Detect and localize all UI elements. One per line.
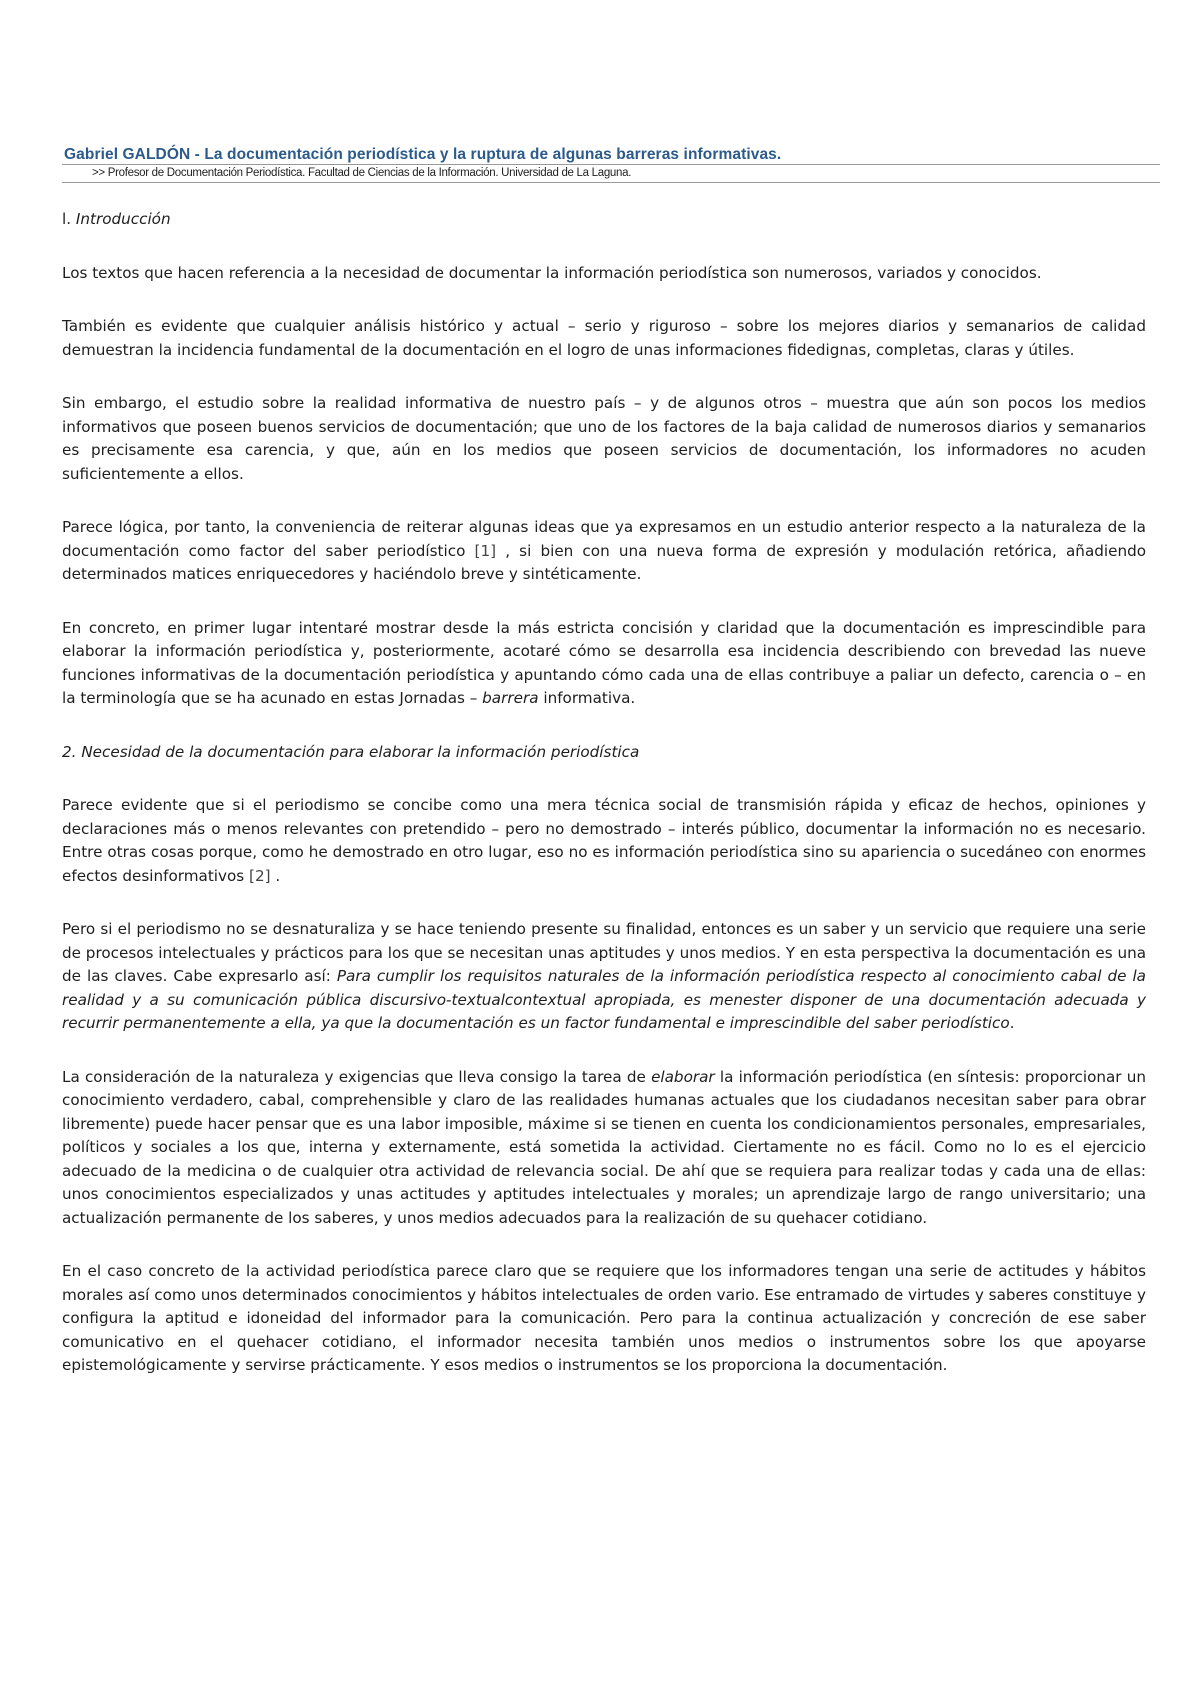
paragraph-5 — [62, 617, 1146, 711]
paragraph-8-text: La consideración de la naturaleza y exigencias que lleva consigo la tarea de — [62, 1067, 652, 1086]
paragraph-5-emphasis: barrera — [482, 689, 539, 707]
paragraph-8 — [62, 1066, 1146, 1231]
paragraph-7-text: Pero si el periodismo no se desnaturaliza y se hace teniendo presente su finalidad, entonces es un saber y un servicio que requiere una serie de procesos intelectuales y prácticos para los que se necesitan unas aptitudes y unos medios. Y en esta perspectiva la documentación es una de las claves. Cabe expresarlo así: — [62, 920, 1147, 985]
paragraph-6-text: Parece evidente que si el periodismo se concibe como una mera técnica social de transmisión rápida y eficaz de hechos, opiniones y declaraciones más o menos relevantes con pretendido – pero no demostrado – interés público, documentar la información no es necesario. Entre otras cosas porque, como he demostrado en otro lugar, eso no es información periodística sino su apariencia o sucedáneo con enormes efectos desinformativos — [62, 796, 1146, 885]
footnote-ref-2[interactable]: [2] — [249, 866, 271, 885]
paragraph-5-text: En concreto, en primer lugar intentaré mostrar desde la más estricta concisión y claridad que la documentación es imprescindible para elaborar la información periodística y, posteriormente, acotaré cómo se desarrolla esa incidencia describiendo con brevedad las nueve funciones informativas de la documentación periodística y apuntando cómo cada una de ellas contribuye a paliar un defecto, carencia o – en la terminología que se ha acunado en estas Jornadas – — [62, 618, 1146, 707]
paragraph-4-text: Parece lógica, por tanto, la conveniencia de reiterar algunas ideas que ya expresamos en un estudio anterior respecto a la naturaleza de la documentación como factor del saber periodístico — [62, 518, 1146, 560]
document-title: Gabriel GALDÓN - La documentación periodística y la ruptura de algunas barreras informativas. — [64, 146, 782, 163]
section-number: l. — [62, 210, 72, 228]
author-affiliation: >> Profesor de Documentación Periodística. Facultad de Ciencias de la Información. Universidad de La Laguna. — [92, 167, 632, 179]
paragraph-5-text-cont: informativa. — [538, 689, 636, 707]
section-title: Introducción — [75, 210, 171, 228]
paragraph-4 — [62, 516, 1146, 587]
header-bottom-divider — [62, 182, 1160, 183]
paragraph-6 — [62, 794, 1146, 888]
section-heading-introduction — [62, 208, 1146, 232]
document-header — [62, 146, 1160, 183]
paragraph-9: En el caso concreto de la actividad periodística parece claro que se requiere que los informadores tengan una serie de actitudes y hábitos morales así como unos determinados conocimientos y hábitos intelectuales de orden vario. Ese entramado de virtudes y saberes constituye y configura la aptitud e idoneidad del informador para la comunicación. Pero para la continua actualización y concreción de ese saber comunicativo en el quehacer cotidiano, el informador necesita también unos medios o instrumentos sobre los que apoyarse epistemológicamente y servirse prácticamente. Y esos medios o instrumentos se los proporciona la documentación. — [62, 1262, 1146, 1374]
article-body — [62, 208, 1146, 1408]
paragraph-7-emphasis: Para cumplir los requisitos naturales de la información periodística respecto al conocimiento cabal de la realidad y a su comunicación pública discursivo-textualcontextual apropiada, es menester disponer de una documentación adecuada y recurrir permanentemente a ella, ya que la documentación es un factor fundamental e imprescindible del saber periodístico — [62, 967, 1146, 1032]
paragraph-2: También es evidente que cualquier análisis histórico y actual – serio y riguroso – sobre los mejores diarios y semanarios de calidad demuestran la incidencia fundamental de la documentación en el logro de unas informaciones fidedignas, completas, claras y útiles. — [62, 317, 1146, 359]
paragraph-4-text-cont: , si bien con una nueva forma de expresión y modulación retórica, añadiendo determinados matices enriquecedores y haciéndolo breve y sintéticamente. — [62, 541, 1147, 583]
paragraph-7 — [62, 918, 1146, 1036]
paragraph-7-text-cont: . — [1009, 1014, 1015, 1032]
paragraph-6-text-cont: . — [270, 866, 281, 885]
paragraph-1: Los textos que hacen referencia a la necesidad de documentar la información periodística son numerosos, variados y conocidos. — [62, 263, 1042, 282]
paragraph-8-emphasis: elaborar — [651, 1067, 715, 1086]
paragraph-3: Sin embargo, el estudio sobre la realidad informativa de nuestro país – y de algunos otros – muestra que aún son pocos los medios informativos que poseen buenos servicios de documentación; que uno de los factores de la baja calidad de numerosos diarios y semanarios es precisamente esa carencia, y que, aún en los medios que poseen servicios de documentación, los informadores no acuden suficientemente a ellos. — [62, 394, 1146, 483]
paragraph-8-text-cont: la información periodística (en síntesis: proporcionar un conocimiento verdadero, cabal, comprehensible y claro de las realidades humanas actuales que los ciudadanos necesitan saber para obrar libremente) puede hacer pensar que es una labor imposible, máxime si se tienen en cuenta los condicionamientos personales, empresariales, políticos y sociales a los que, interna y externamente, está sometida la actividad. Ciertamente no es fácil. Como no lo es el ejercicio adecuado de la medicina o de cualquier otra actividad de relevancia social. De ahí que se requiera para realizar todas y cada una de ellas: unos conocimientos especializados y unas actitudes y aptitudes intelectuales y morales; un aprendizaje largo de rango universitario; una actualización permanente de los saberes, y unos medios adecuados para la realización de su quehacer cotidiano. — [62, 1067, 1146, 1227]
section-heading-necesidad: 2. Necesidad de la documentación para elaborar la información periodística — [62, 742, 640, 761]
footnote-ref-1[interactable]: [1] — [474, 541, 497, 560]
